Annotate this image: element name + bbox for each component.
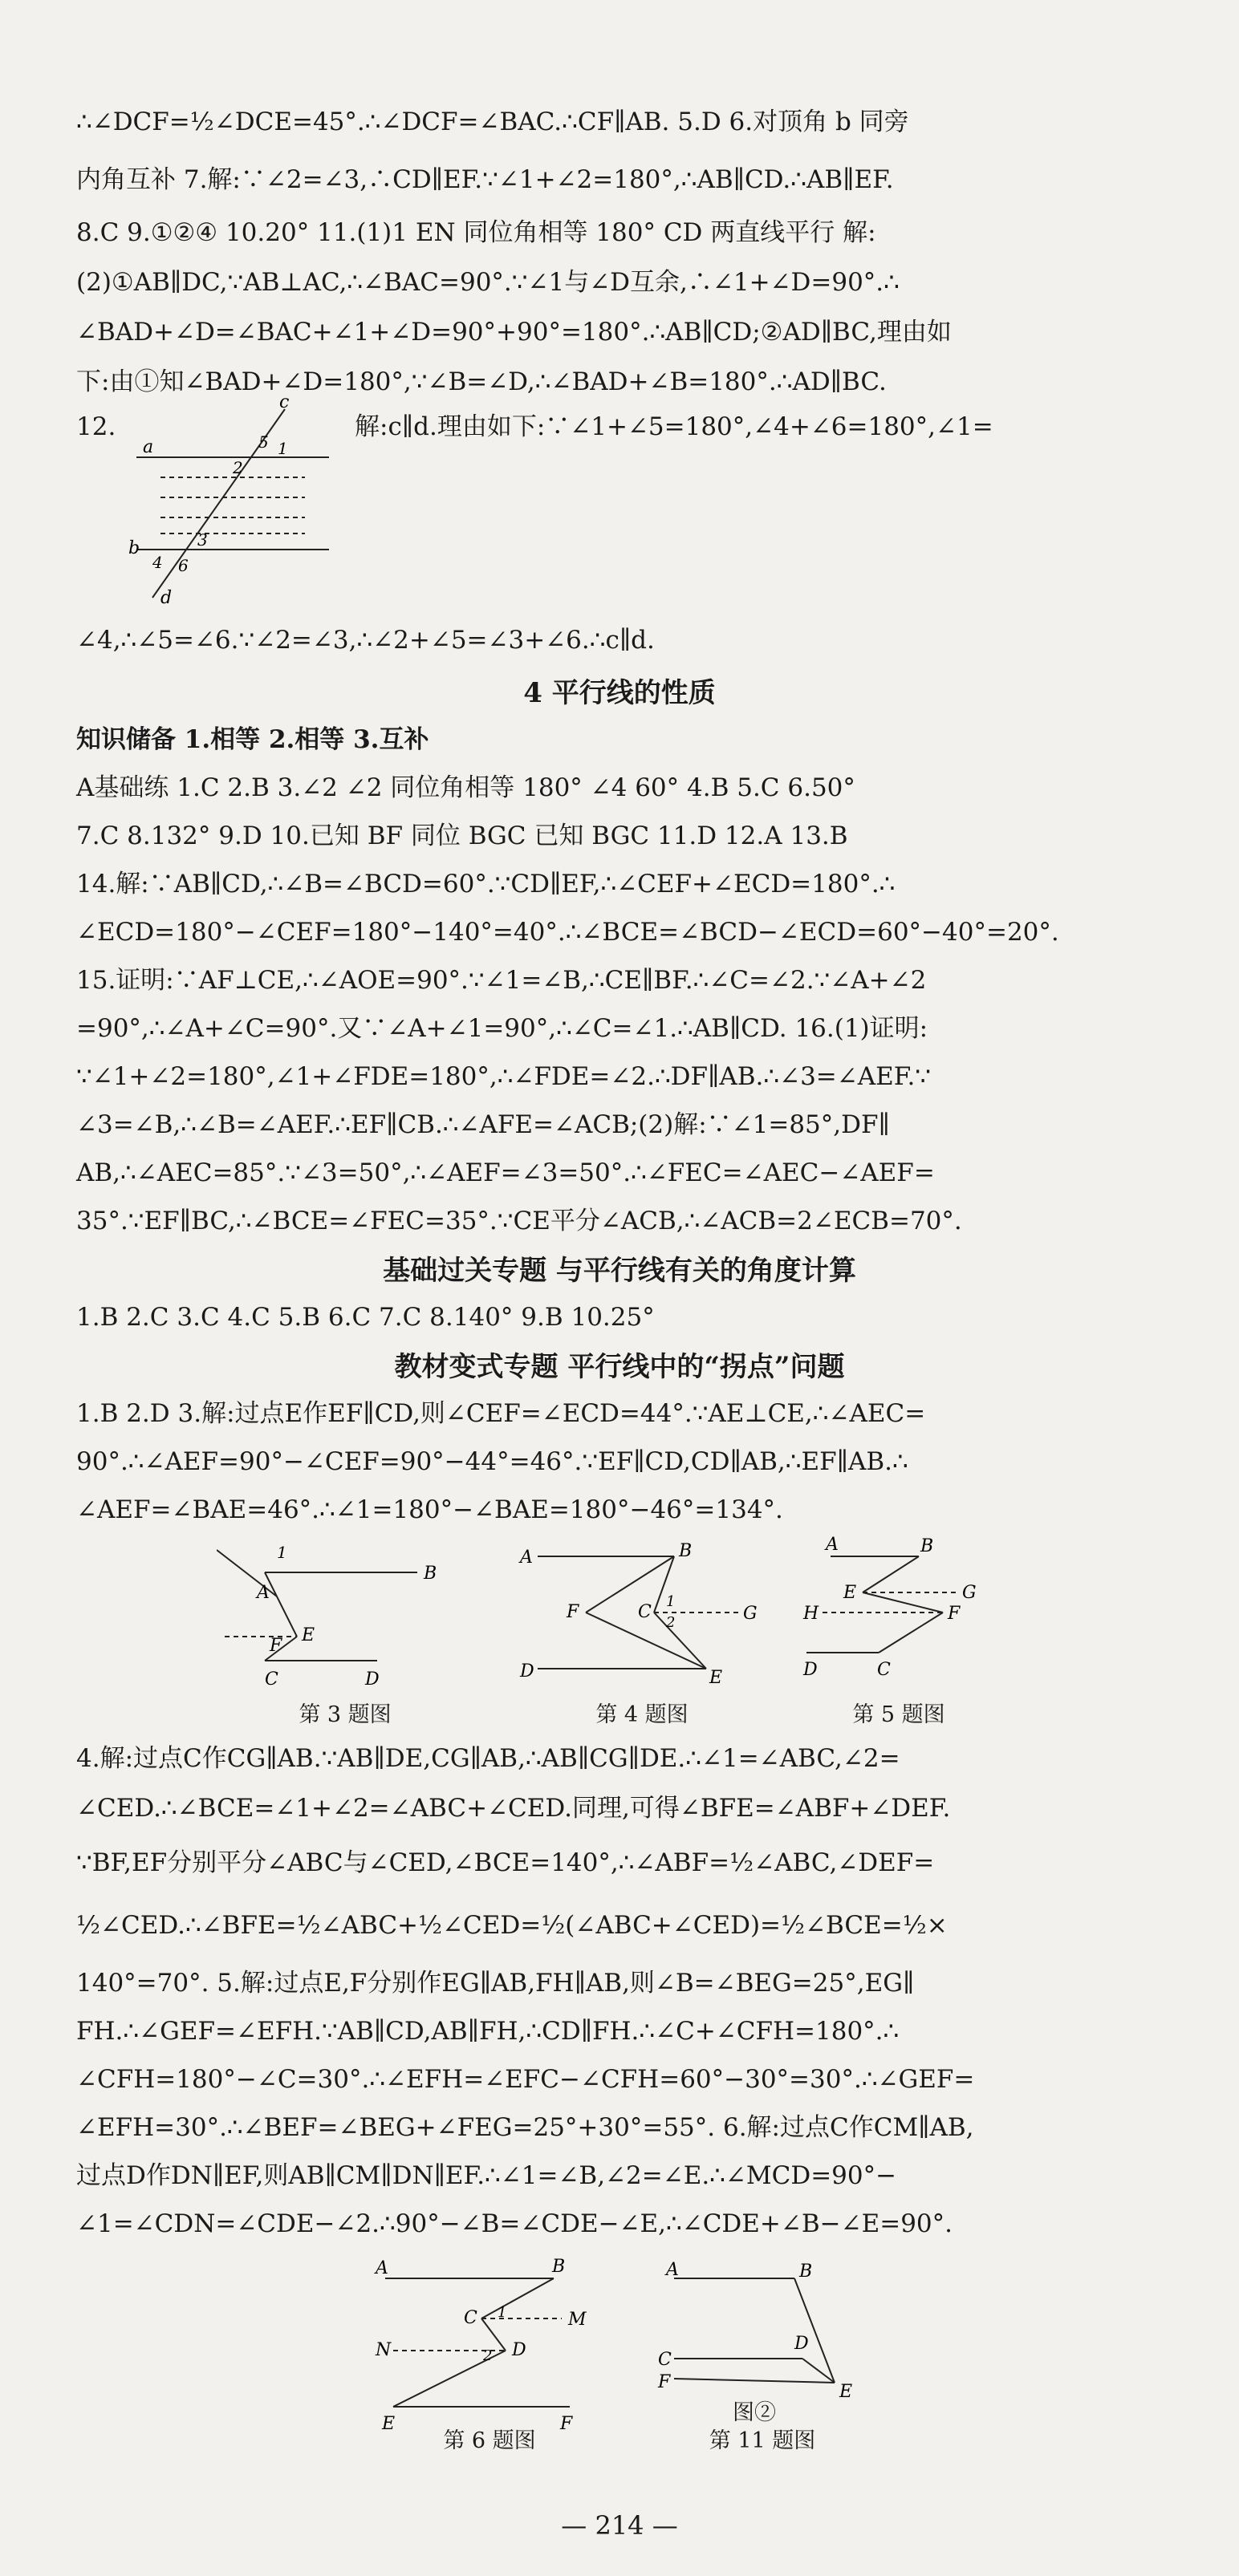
svg-text:c: c xyxy=(279,393,290,412)
text-line: A基础练 1.C 2.B 3.∠2 ∠2 同位角相等 180° ∠4 60° 4.B 5.C 6.50° xyxy=(76,773,855,802)
text-line: ∠EFH=30°.∴∠BEF=∠BEG+∠FEG=25°+30°=55°. 6.解:过点C作CM∥AB, xyxy=(76,2113,974,2142)
page-number: — 214 — xyxy=(561,2510,678,2541)
svg-text:B: B xyxy=(679,1541,693,1561)
figure-q5 xyxy=(798,1532,1007,1701)
svg-text:F: F xyxy=(658,2372,671,2392)
text-line: ½∠CED.∴∠BFE=½∠ABC+½∠CED=½(∠ABC+∠CED)=½∠BCE=½× xyxy=(76,1911,948,1940)
text-line: 90°.∴∠AEF=90°−∠CEF=90°−44°=46°.∵EF∥CD,CD∥AB,∴EF∥AB.∴ xyxy=(76,1447,908,1476)
svg-text:3: 3 xyxy=(197,530,208,550)
svg-text:1: 1 xyxy=(278,439,288,458)
text-line: ∠AEF=∠BAE=46°.∴∠1=180°−∠BAE=180°−46°=134°. xyxy=(76,1495,783,1524)
svg-text:A: A xyxy=(666,2260,679,2280)
svg-text:E: E xyxy=(302,1625,315,1645)
question-number: 12. xyxy=(76,412,116,441)
svg-text:C: C xyxy=(877,1660,891,1680)
figure-caption: 第 11 题图 xyxy=(709,2428,816,2453)
svg-text:B: B xyxy=(424,1564,437,1584)
svg-text:2: 2 xyxy=(483,2347,493,2364)
svg-text:D: D xyxy=(803,1660,818,1680)
text-line: ∵BF,EF分别平分∠ABC与∠CED,∠BCE=140°,∴∠ABF=½∠ABC,∠DEF= xyxy=(76,1848,935,1877)
svg-text:F: F xyxy=(567,1602,579,1622)
text-line: (2)①AB∥DC,∵AB⊥AC,∴∠BAC=90°.∵∠1与∠D互余,∴∠1+∠D=90°.∴ xyxy=(76,268,900,297)
text-line: 14.解:∵AB∥CD,∴∠B=∠BCD=60°.∵CD∥EF,∴∠CEF+∠ECD=180°.∴ xyxy=(76,870,896,899)
text-line: 过点D作DN∥EF,则AB∥CM∥DN∥EF.∴∠1=∠B,∠2=∠E.∴∠MCD=90°− xyxy=(76,2161,897,2190)
text-line: ∠CED.∴∠BCE=∠1+∠2=∠ABC+∠CED.同理,可得∠BFE=∠ABF+∠DEF. xyxy=(76,1794,951,1823)
text-line: 1.B 2.C 3.C 4.C 5.B 6.C 7.C 8.140° 9.B 10.25° xyxy=(76,1303,655,1332)
text-line: AB,∴∠AEC=85°.∵∠3=50°,∴∠AEF=∠3=50°.∴∠FEC=∠AEC−∠AEF= xyxy=(76,1158,935,1187)
svg-text:F: F xyxy=(948,1604,961,1624)
text-line: 7.C 8.132° 9.D 10.已知 BF 同位 BGC 已知 BGC 11.D 12.A 13.B xyxy=(76,821,848,850)
label-a: a xyxy=(143,437,154,457)
text-line: ∠CFH=180°−∠C=30°.∴∠EFH=∠EFC−∠CFH=60°−30°=30°.∴∠GEF= xyxy=(76,2065,975,2094)
svg-text:D: D xyxy=(794,2334,809,2354)
figure-q3 xyxy=(217,1540,465,1701)
text-line: ∵∠1+∠2=180°,∠1+∠FDE=180°,∴∠FDE=∠2.∴DF∥AB.∴∠3=∠AEF.∵ xyxy=(76,1062,932,1091)
svg-text:A: A xyxy=(826,1535,839,1555)
text-line: 8.C 9.①②④ 10.20° 11.(1)1 EN 同位角相等 180° CD 两直线平行 解: xyxy=(76,218,876,247)
svg-text:1: 1 xyxy=(277,1543,287,1562)
svg-text:C: C xyxy=(464,2308,477,2328)
svg-text:N: N xyxy=(376,2340,392,2360)
svg-text:D: D xyxy=(512,2340,526,2360)
figure-caption: 第 6 题图 xyxy=(443,2428,536,2453)
text-line: =90°,∴∠A+∠C=90°.又∵∠A+∠1=90°,∴∠C=∠1.∴AB∥CD. 16.(1)证明: xyxy=(76,1014,928,1043)
svg-text:G: G xyxy=(743,1604,758,1624)
text-line: ∠3=∠B,∴∠B=∠AEF.∴EF∥CB.∴∠AFE=∠ACB;(2)解:∵∠1=85°,DF∥ xyxy=(76,1110,890,1139)
section-title: 4 平行线的性质 xyxy=(523,677,716,709)
text-line: 内角互补 7.解:∵∠2=∠3,∴CD∥EF.∵∠1+∠2=180°,∴AB∥CD.∴AB∥EF. xyxy=(76,165,894,194)
svg-text:2: 2 xyxy=(233,458,243,477)
svg-text:1: 1 xyxy=(666,1593,676,1610)
svg-text:E: E xyxy=(709,1668,723,1688)
text-line: 35°.∵EF∥BC,∴∠BCE=∠FEC=35°.∵CE平分∠ACB,∴∠ACB=2∠ECB=70°. xyxy=(76,1207,962,1235)
svg-text:5: 5 xyxy=(258,432,269,452)
svg-text:D: D xyxy=(520,1661,534,1681)
svg-text:A: A xyxy=(520,1548,533,1568)
text-line: 下:由①知∠BAD+∠D=180°,∵∠B=∠D,∴∠BAD+∠B=180°.∴AD∥BC. xyxy=(76,367,887,396)
svg-text:C: C xyxy=(265,1669,278,1690)
figure-caption: 第 5 题图 xyxy=(852,1702,945,1727)
svg-text:4: 4 xyxy=(152,553,163,572)
figure-q11 xyxy=(650,2254,859,2415)
svg-text:C: C xyxy=(638,1602,652,1622)
svg-text:E: E xyxy=(382,2414,396,2434)
svg-text:M: M xyxy=(568,2310,587,2330)
text-line: ∠BAD+∠D=∠BAC+∠1+∠D=90°+90°=180°.∴AB∥CD;②AD∥BC,理由如 xyxy=(76,318,952,347)
svg-text:b: b xyxy=(128,538,140,558)
section-title: 教材变式专题 平行线中的“拐点”问题 xyxy=(394,1351,845,1383)
text-line: 4.解:过点C作CG∥AB.∵AB∥DE,CG∥AB,∴AB∥CG∥DE.∴∠1=∠ABC,∠2= xyxy=(76,1744,900,1773)
text-line: 1.B 2.D 3.解:过点E作EF∥CD,则∠CEF=∠ECD=44°.∵AE⊥CE,∴∠AEC= xyxy=(76,1399,926,1428)
figure-q4 xyxy=(514,1532,778,1701)
svg-text:B: B xyxy=(920,1536,934,1556)
svg-text:2: 2 xyxy=(666,1614,676,1631)
text-line: ∠1=∠CDN=∠CDE−∠2.∴90°−∠B=∠CDE−∠E,∴∠CDE+∠B−∠E=90°. xyxy=(76,2209,953,2238)
svg-text:B: B xyxy=(552,2257,566,2277)
svg-text:G: G xyxy=(962,1583,977,1603)
svg-text:F: F xyxy=(270,1636,282,1656)
svg-text:H: H xyxy=(803,1604,819,1624)
text-line: 140°=70°. 5.解:过点E,F分别作EG∥AB,FH∥AB,则∠B=∠BEG=25°,EG∥ xyxy=(76,1969,915,1998)
text-line: 解:c∥d.理由如下:∵∠1+∠5=180°,∠4+∠6=180°,∠1= xyxy=(355,412,993,441)
svg-text:F: F xyxy=(560,2414,573,2434)
svg-text:C: C xyxy=(658,2350,672,2370)
svg-text:1: 1 xyxy=(498,2304,507,2321)
text-line: FH.∴∠GEF=∠EFH.∵AB∥CD,AB∥FH,∴CD∥FH.∴∠C+∠CFH=180°.∴ xyxy=(76,2017,900,2046)
text-line: ∴∠DCF=½∠DCE=45°.∴∠DCF=∠BAC.∴CF∥AB. 5.D 6.对顶角 b 同旁 xyxy=(76,108,909,136)
svg-text:d: d xyxy=(160,588,173,608)
text-line: ∠ECD=180°−∠CEF=180°−140°=40°.∴∠BCE=∠BCD−∠ECD=60°−40°=20°. xyxy=(76,918,1059,947)
text-line: 15.证明:∵AF⊥CE,∴∠AOE=90°.∵∠1=∠B,∴CE∥BF.∴∠C=∠2.∵∠A+∠2 xyxy=(76,966,927,995)
figure-q6 xyxy=(361,2254,626,2439)
svg-text:E: E xyxy=(839,2382,853,2402)
svg-text:D: D xyxy=(365,1669,380,1690)
figure-caption: 第 3 题图 xyxy=(299,1702,392,1727)
figure-caption: 第 4 题图 xyxy=(595,1702,689,1727)
text-line: ∠4,∴∠5=∠6.∵∠2=∠3,∴∠2+∠5=∠3+∠6.∴c∥d. xyxy=(76,626,655,655)
svg-text:A: A xyxy=(376,2258,388,2278)
svg-text:E: E xyxy=(843,1583,857,1603)
svg-text:A: A xyxy=(257,1583,270,1603)
svg-text:B: B xyxy=(799,2262,813,2282)
figure-q12 xyxy=(128,393,337,610)
text-line: 知识储备 1.相等 2.相等 3.互补 xyxy=(76,725,429,754)
figure-subcaption: 图② xyxy=(733,2400,776,2425)
svg-text:6: 6 xyxy=(178,556,189,575)
section-title: 基础过关专题 与平行线有关的角度计算 xyxy=(383,1255,856,1287)
